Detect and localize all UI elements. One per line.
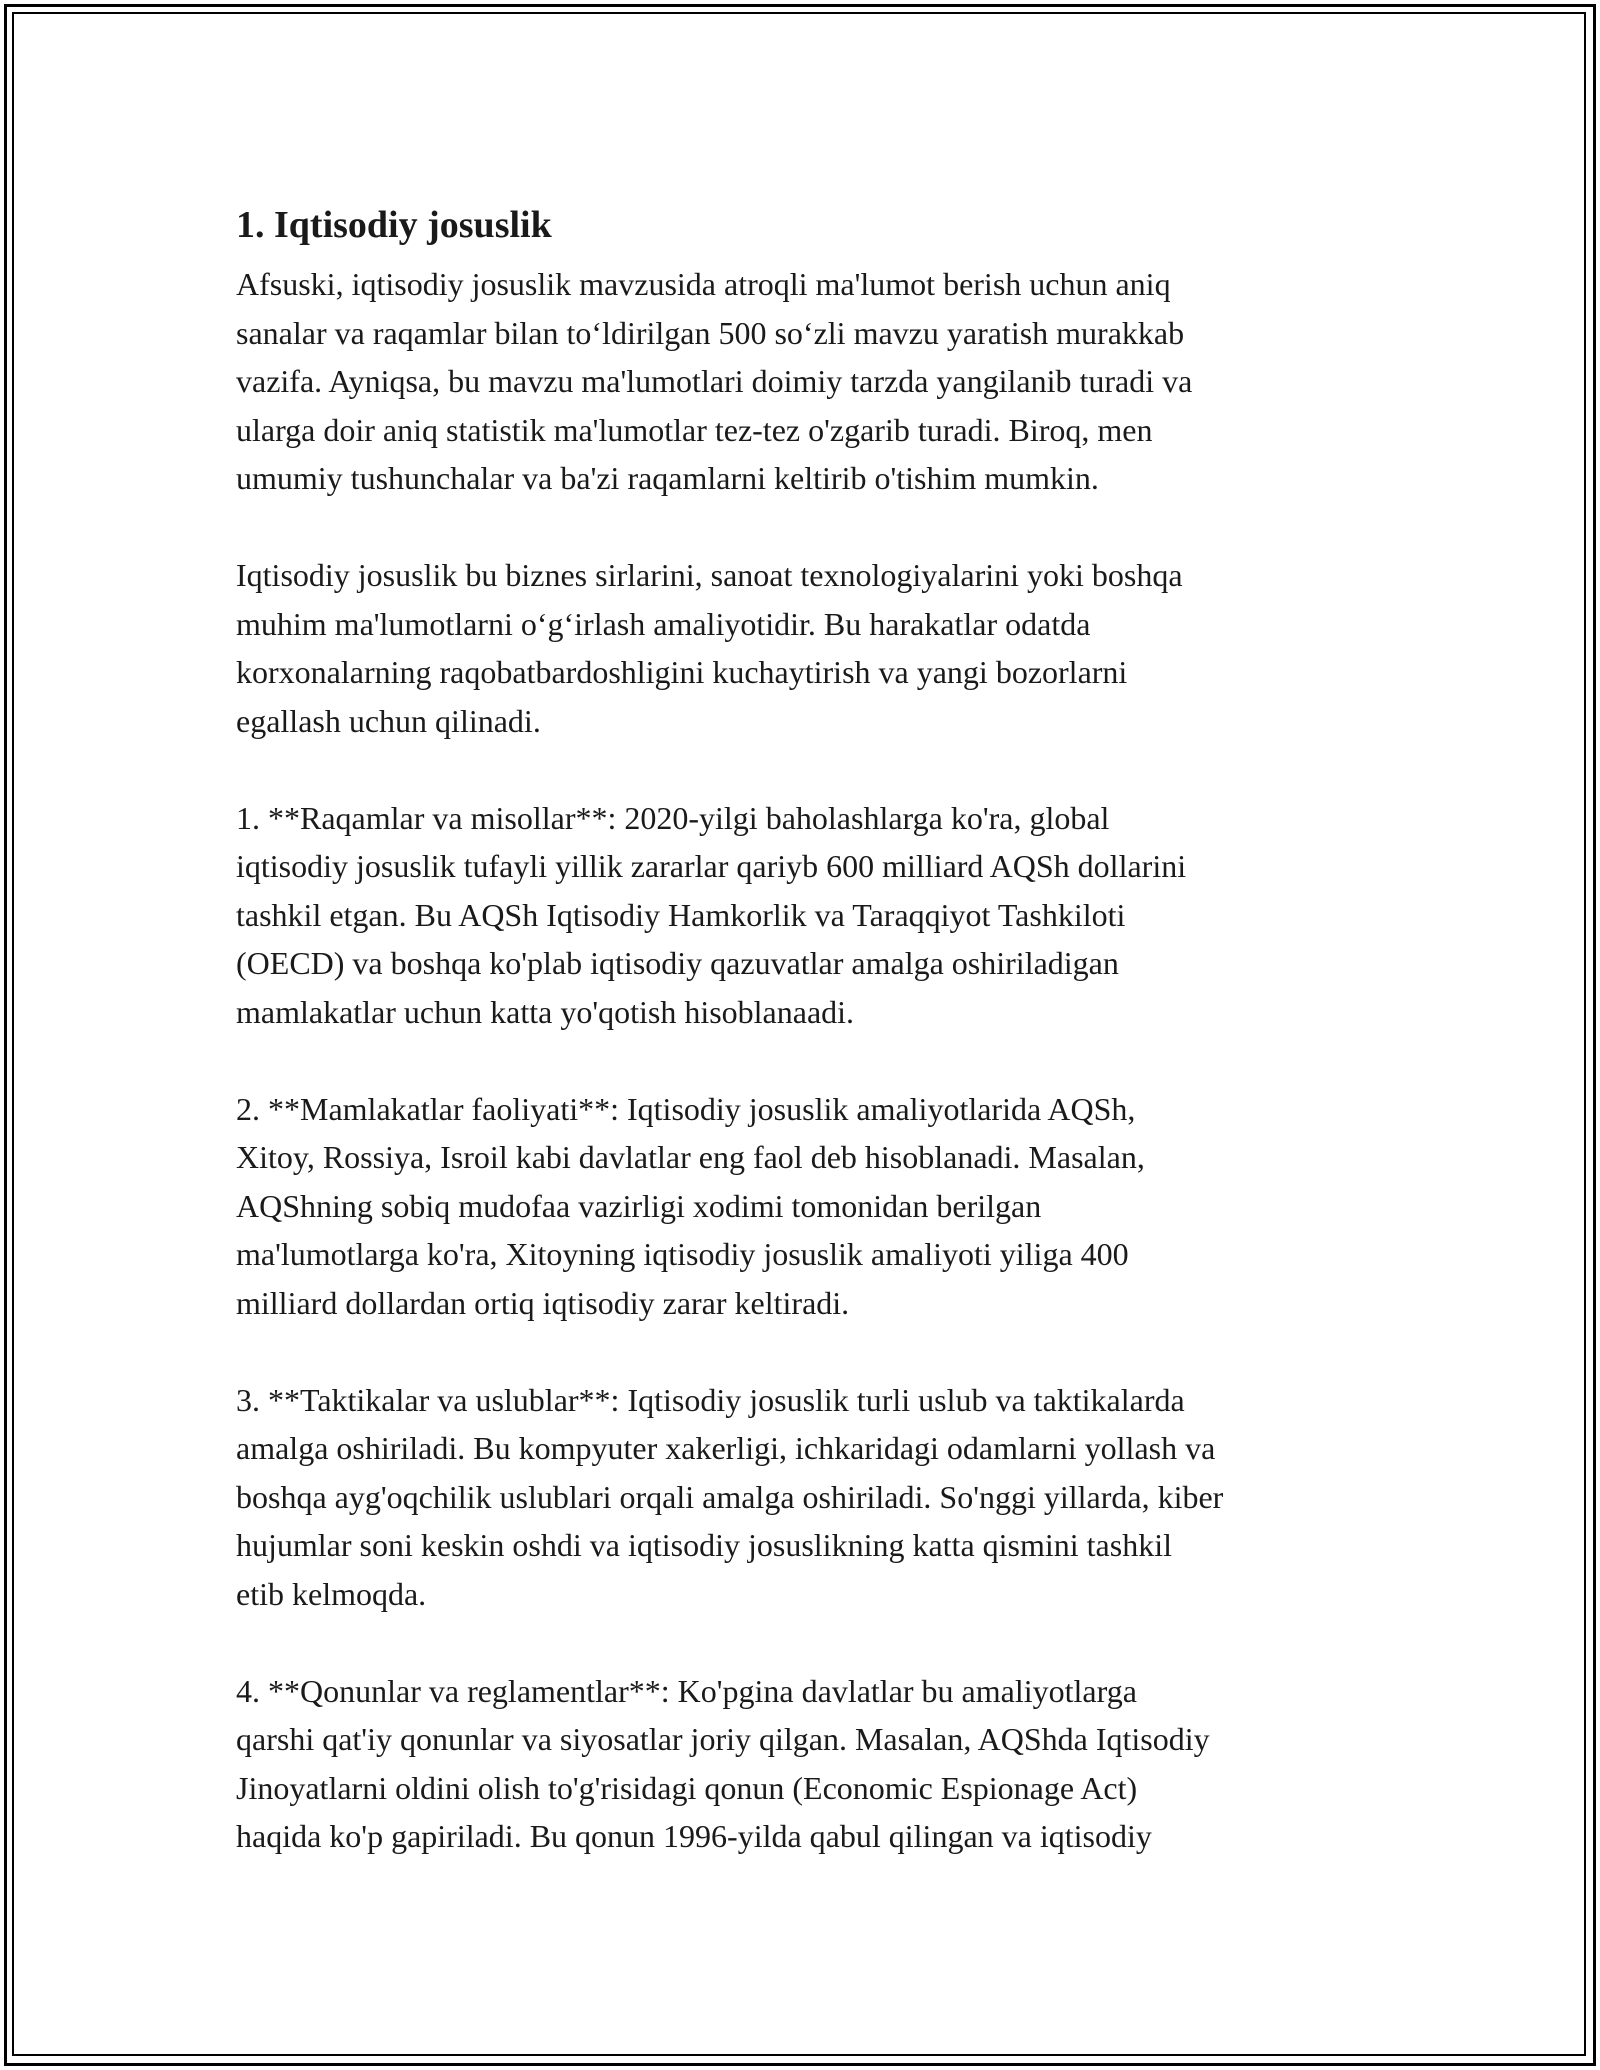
paragraph-definition: Iqtisodiy josuslik bu biznes sirlarini, sanoat texnologiyalarini yoki boshqa muhim ma'lumotlarni o‘g‘irlash amaliyotidir. Bu harakatlar odatda korxonalarning raqobatbardoshligini kuchaytirish va yangi bozorlarni egallash uchun qilinadi.: [236, 557, 1183, 739]
paragraph-gap: [236, 745, 1386, 794]
paragraph-intro: Afsuski, iqtisodiy josuslik mavzusida atroqli ma'lumot berish uchun aniq sanalar va raqamlar bilan to‘ldirilgan 500 so‘zli mavzu yaratish murakkab vazifa. Ayniqsa, bu mavzu ma'lumotlari doimiy tarzda yangilanib turadi va ularga doir aniq statistik ma'lumotlar tez-tez o'zgarib turadi. Biroq, men umumiy tushunchalar va ba'zi raqamlarni keltirib o'tishim mumkin.: [236, 266, 1193, 496]
section-heading: 1. Iqtisodiy josuslik: [236, 204, 552, 246]
paragraph-item-1: 1. **Raqamlar va misollar**: 2020-yilgi baholashlarga ko'ra, global iqtisodiy josuslik tufayli yillik zararlar qariyb 600 milliard AQSh dollarini tashkil etgan. Bu AQSh Iqtisodiy Hamkorlik va Taraqqiyot Tashkiloti (OECD) va boshqa ko'plab iqtisodiy qazuvatlar amalga oshiriladigan mamlakatlar uchun katta yo'qotish hisoblanaadi.: [236, 799, 1187, 1030]
paragraph-gap: [236, 1036, 1386, 1085]
paragraph-item-2: 2. **Mamlakatlar faoliyati**: Iqtisodiy josuslik amaliyotlarida AQSh, Xitoy, Rossiya, Isroil kabi davlatlar eng faol deb hisoblanadi. Masalan, AQShning sobiq mudofaa vazirligi xodimi tomonidan berilgan ma'lumotlarga ko'ra, Xitoyning iqtisodiy josuslik amaliyoti yiliga 400 milliard dollardan ortiq iqtisodiy zarar keltiradi.: [236, 1090, 1145, 1321]
document-body: [236, 180, 1386, 1861]
paragraph-gap: [236, 1618, 1386, 1667]
paragraph-item-3: 3. **Taktikalar va uslublar**: Iqtisodiy josuslik turli uslub va taktikalarda amalga oshiriladi. Bu kompyuter xakerligi, ichkaridagi odamlarni yollash va boshqa ayg'oqchilik uslublari orqali amalga oshiriladi. So'nggi yillarda, kiber hujumlar soni keskin oshdi va iqtisodiy josuslikning katta qismini tashkil etib kelmoqda.: [236, 1381, 1224, 1612]
paragraph-item-4: 4. **Qonunlar va reglamentlar**: Ko'pgina davlatlar bu amaliyotlarga qarshi qat'iy qonunlar va siyosatlar joriy qilgan. Masalan, AQShda Iqtisodiy Jinoyatlarni oldini olish to'g'risidagi qonun (Economic Espionage Act) haqida ko'p gapiriladi. Bu qonun 1996-yilda qabul qilingan va iqtisodiy: [236, 1672, 1210, 1854]
paragraph-gap: [236, 503, 1386, 552]
paragraph-gap: [236, 1327, 1386, 1376]
